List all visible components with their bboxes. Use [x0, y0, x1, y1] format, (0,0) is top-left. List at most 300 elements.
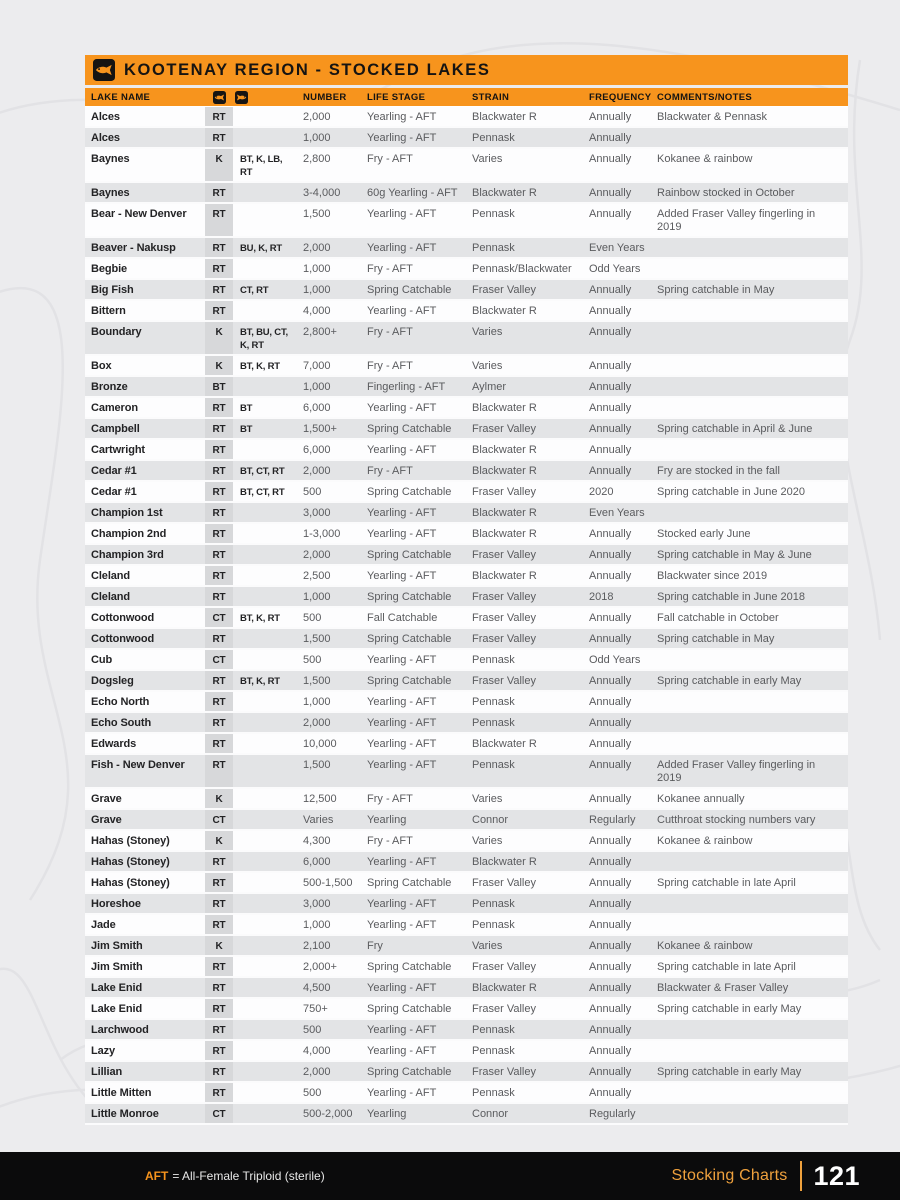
cell-other-species [233, 734, 297, 753]
cell-other-species [233, 1083, 297, 1102]
cell-comments: Spring catchable in early May [657, 1066, 802, 1078]
cell-lake-name: Cleland [91, 570, 131, 582]
cell-life-stage: Yearling - AFT [367, 654, 437, 666]
cell-other-species: BT, K, RT [240, 613, 280, 624]
cell-stocked-species: RT [205, 1041, 233, 1060]
cell-comments [653, 894, 848, 913]
cell-life-stage: Yearling - AFT [367, 898, 437, 910]
cell-number: 1,000 [303, 263, 331, 275]
cell-life-stage: Spring Catchable [367, 423, 452, 435]
cell-lake-name: Cartwright [91, 444, 146, 456]
cell-other-species: BT [240, 424, 253, 435]
cell-number: 500 [303, 612, 322, 624]
cell-life-stage: Yearling - AFT [367, 528, 437, 540]
column-header-number: NUMBER [303, 91, 347, 103]
cell-frequency: Annually [589, 940, 632, 952]
cell-stocked-species: CT [205, 1104, 233, 1123]
cell-comments: Spring catchable in late April [657, 961, 796, 973]
cell-lake-name: Echo South [91, 717, 152, 729]
cell-lake-name: Champion 1st [91, 507, 163, 519]
cell-other-species [233, 503, 297, 522]
cell-stocked-species: RT [205, 503, 233, 522]
cell-life-stage: Spring Catchable [367, 961, 452, 973]
cell-number: 1,000 [303, 696, 331, 708]
cell-other-species: BT, K, LB, RT [240, 154, 283, 178]
column-header-stocked-species [205, 91, 233, 104]
cell-lake-name: Cedar #1 [91, 486, 137, 498]
cell-stocked-species: RT [205, 419, 233, 438]
cell-other-species [233, 107, 297, 126]
table-row [85, 128, 848, 149]
table-row [85, 936, 848, 957]
cell-frequency: Annually [589, 208, 632, 220]
cell-frequency: Annually [589, 919, 632, 931]
cell-comments [653, 692, 848, 711]
cell-life-stage: Yearling - AFT [367, 305, 437, 317]
table-row [85, 377, 848, 398]
cell-other-species [233, 545, 297, 564]
cell-strain: Blackwater R [472, 528, 537, 540]
cell-frequency: Annually [589, 402, 632, 414]
cell-lake-name: Begbie [91, 263, 128, 275]
cell-lake-name: Lake Enid [91, 982, 143, 994]
cell-lake-name: Campbell [91, 423, 140, 435]
cell-frequency: Annually [589, 1045, 632, 1057]
cell-life-stage: Fry [367, 940, 383, 952]
cell-lake-name: Baynes [91, 187, 130, 199]
cell-comments: Kokanee & rainbow [657, 153, 753, 165]
cell-number: 6,000 [303, 856, 331, 868]
table-row [85, 149, 848, 183]
cell-other-species [233, 1020, 297, 1039]
column-header-lake-name: LAKE NAME [91, 91, 151, 103]
table-row [85, 419, 848, 440]
cell-strain: Pennask [472, 696, 515, 708]
cell-comments: Spring catchable in May & June [657, 549, 812, 561]
table-row [85, 301, 848, 322]
cell-stocked-species: RT [205, 440, 233, 459]
legend-note [0, 1169, 325, 1183]
cell-number: 2,000 [303, 717, 331, 729]
cell-strain: Blackwater R [472, 507, 537, 519]
cell-strain: Blackwater R [472, 856, 537, 868]
cell-stocked-species: RT [205, 713, 233, 732]
cell-strain: Pennask [472, 717, 515, 729]
cell-strain: Varies [472, 793, 503, 805]
cell-stocked-species: RT [205, 259, 233, 278]
cell-comments: Spring catchable in June 2020 [657, 486, 805, 498]
cell-stocked-species: RT [205, 183, 233, 202]
table-row [85, 831, 848, 852]
cell-strain: Varies [472, 153, 503, 165]
cell-lake-name: Baynes [91, 153, 130, 165]
cell-comments [653, 1041, 848, 1060]
cell-life-stage: Yearling - AFT [367, 1045, 437, 1057]
table-row [85, 545, 848, 566]
cell-stocked-species: RT [205, 852, 233, 871]
cell-comments [653, 440, 848, 459]
cell-frequency: Annually [589, 835, 632, 847]
table-row [85, 503, 848, 524]
cell-comments: Spring catchable in May [657, 633, 775, 645]
cell-life-stage: Yearling - AFT [367, 856, 437, 868]
cell-strain: Pennask/Blackwater [472, 263, 572, 275]
cell-life-stage: Fry - AFT [367, 835, 413, 847]
cell-number: 3-4,000 [303, 187, 341, 199]
cell-lake-name: Alces [91, 111, 120, 123]
section-header-bar [85, 55, 848, 85]
cell-life-stage: Yearling [367, 814, 407, 826]
cell-lake-name: Hahas (Stoney) [91, 856, 170, 868]
cell-comments [653, 322, 848, 354]
cell-comments: Kokanee & rainbow [657, 835, 753, 847]
cell-frequency: Annually [589, 284, 632, 296]
cell-stocked-species: RT [205, 461, 233, 480]
table-row [85, 608, 848, 629]
legend-term: AFT [145, 1169, 169, 1183]
cell-frequency: Annually [589, 381, 632, 393]
cell-comments [653, 1020, 848, 1039]
cell-comments: Spring catchable in early May [657, 1003, 802, 1015]
cell-stocked-species: RT [205, 1020, 233, 1039]
cell-stocked-species: RT [205, 107, 233, 126]
cell-frequency: Annually [589, 982, 632, 994]
cell-frequency: Annually [589, 675, 632, 687]
cell-life-stage: Yearling - AFT [367, 696, 437, 708]
cell-lake-name: Jade [91, 919, 116, 931]
cell-comments [653, 650, 848, 669]
cell-comments: Spring catchable in May [657, 284, 775, 296]
cell-number: 500 [303, 654, 322, 666]
cell-stocked-species: RT [205, 873, 233, 892]
cell-life-stage: Spring Catchable [367, 1003, 452, 1015]
table-column-header [85, 88, 848, 107]
cell-number: 6,000 [303, 444, 331, 456]
cell-frequency: Annually [589, 570, 632, 582]
cell-other-species [233, 831, 297, 850]
table-row [85, 671, 848, 692]
cell-comments: Added Fraser Valley fingerling in 2019 [657, 208, 816, 233]
cell-frequency: Annually [589, 549, 632, 561]
cell-comments [653, 301, 848, 320]
cell-strain: Connor [472, 814, 509, 826]
cell-comments [653, 503, 848, 522]
cell-lake-name: Cedar #1 [91, 465, 137, 477]
cell-other-species [233, 183, 297, 202]
cell-life-stage: Spring Catchable [367, 877, 452, 889]
cell-strain: Blackwater R [472, 465, 537, 477]
cell-comments: Blackwater since 2019 [657, 570, 768, 582]
cell-stocked-species: RT [205, 1062, 233, 1081]
cell-lake-name: Box [91, 360, 112, 372]
cell-number: 1,500 [303, 759, 331, 771]
cell-number: 4,000 [303, 1045, 331, 1057]
cell-number: 2,100 [303, 940, 331, 952]
cell-life-stage: Yearling - AFT [367, 444, 437, 456]
table-row [85, 755, 848, 789]
table-row [85, 789, 848, 810]
cell-comments [653, 734, 848, 753]
table-row [85, 322, 848, 356]
cell-strain: Varies [472, 940, 503, 952]
cell-strain: Pennask [472, 242, 515, 254]
cell-life-stage: Spring Catchable [367, 549, 452, 561]
cell-life-stage: Fry - AFT [367, 326, 413, 338]
cell-stocked-species: K [205, 356, 233, 375]
column-header-strain: STRAIN [472, 91, 510, 103]
cell-stocked-species: RT [205, 671, 233, 690]
cell-other-species: BT, CT, RT [240, 466, 285, 477]
table-row [85, 204, 848, 238]
cell-strain: Pennask [472, 1045, 515, 1057]
cell-lake-name: Hahas (Stoney) [91, 835, 170, 847]
cell-frequency: 2020 [589, 486, 614, 498]
table-row [85, 482, 848, 503]
cell-number: 2,000 [303, 465, 331, 477]
cell-other-species [233, 259, 297, 278]
table-row [85, 356, 848, 377]
cell-other-species [233, 204, 297, 236]
cell-stocked-species: RT [205, 629, 233, 648]
column-header-life-stage: LIFE STAGE [367, 91, 426, 103]
cell-strain: Blackwater R [472, 444, 537, 456]
cell-life-stage: Spring Catchable [367, 284, 452, 296]
cell-frequency: Annually [589, 717, 632, 729]
cell-life-stage: Yearling - AFT [367, 242, 437, 254]
cell-stocked-species: CT [205, 650, 233, 669]
cell-life-stage: Yearling - AFT [367, 111, 437, 123]
cell-lake-name: Grave [91, 814, 122, 826]
cell-comments [653, 852, 848, 871]
cell-lake-name: Lillian [91, 1066, 123, 1078]
cell-number: 1,500 [303, 208, 331, 220]
cell-stocked-species: RT [205, 1083, 233, 1102]
table-row [85, 713, 848, 734]
table-row [85, 1062, 848, 1083]
cell-number: 6,000 [303, 402, 331, 414]
cell-life-stage: Spring Catchable [367, 591, 452, 603]
cell-lake-name: Larchwood [91, 1024, 149, 1036]
cell-other-species: BT, BU, CT, K, RT [240, 327, 288, 351]
cell-number: 2,800 [303, 153, 331, 165]
cell-life-stage: Spring Catchable [367, 675, 452, 687]
cell-other-species [233, 978, 297, 997]
cell-stocked-species: RT [205, 398, 233, 417]
cell-life-stage: Yearling - AFT [367, 759, 437, 771]
cell-number: 2,000 [303, 1066, 331, 1078]
table-row [85, 692, 848, 713]
cell-frequency: Annually [589, 187, 632, 199]
cell-frequency: Annually [589, 528, 632, 540]
cell-strain: Fraser Valley [472, 675, 536, 687]
cell-strain: Varies [472, 360, 503, 372]
cell-frequency: Annually [589, 1066, 632, 1078]
cell-frequency: Annually [589, 444, 632, 456]
cell-lake-name: Echo North [91, 696, 150, 708]
cell-stocked-species: RT [205, 999, 233, 1018]
cell-strain: Blackwater R [472, 111, 537, 123]
cell-frequency: Annually [589, 423, 632, 435]
table-row [85, 238, 848, 259]
cell-strain: Blackwater R [472, 570, 537, 582]
cell-comments: Rainbow stocked in October [657, 187, 795, 199]
cell-lake-name: Horeshoe [91, 898, 141, 910]
cell-other-species [233, 999, 297, 1018]
cell-lake-name: Boundary [91, 326, 142, 338]
table-row [85, 999, 848, 1020]
cell-lake-name: Cottonwood [91, 612, 155, 624]
cell-strain: Pennask [472, 1087, 515, 1099]
cell-other-species [233, 852, 297, 871]
cell-other-species: BT, K, RT [240, 361, 280, 372]
table-row [85, 650, 848, 671]
stocking-chart-page [85, 55, 848, 1125]
cell-number: 4,500 [303, 982, 331, 994]
table-row [85, 107, 848, 128]
cell-strain: Fraser Valley [472, 1003, 536, 1015]
cell-frequency: Annually [589, 856, 632, 868]
cell-stocked-species: BT [205, 377, 233, 396]
cell-other-species: CT, RT [240, 285, 269, 296]
table-row [85, 915, 848, 936]
cell-stocked-species: K [205, 789, 233, 808]
table-row [85, 524, 848, 545]
table-row [85, 1104, 848, 1125]
cell-life-stage: Yearling - AFT [367, 919, 437, 931]
cell-lake-name: Lazy [91, 1045, 116, 1057]
cell-number: 2,000+ [303, 961, 337, 973]
cell-strain: Fraser Valley [472, 961, 536, 973]
table-row [85, 259, 848, 280]
fish-icon [213, 91, 226, 104]
cell-other-species [233, 810, 297, 829]
cell-number: 1-3,000 [303, 528, 341, 540]
cell-lake-name: Hahas (Stoney) [91, 877, 170, 889]
table-row [85, 852, 848, 873]
cell-lake-name: Edwards [91, 738, 137, 750]
cell-life-stage: Yearling - AFT [367, 982, 437, 994]
cell-comments: Blackwater & Pennask [657, 111, 768, 123]
cell-strain: Fraser Valley [472, 612, 536, 624]
cell-stocked-species: K [205, 831, 233, 850]
cell-frequency: Annually [589, 961, 632, 973]
cell-life-stage: Yearling - AFT [367, 570, 437, 582]
cell-other-species [233, 128, 297, 147]
table-row [85, 978, 848, 999]
cell-life-stage: Yearling - AFT [367, 1024, 437, 1036]
cell-other-species [233, 650, 297, 669]
cell-comments [653, 1083, 848, 1102]
cell-other-species [233, 957, 297, 976]
cell-stocked-species: RT [205, 978, 233, 997]
cell-stocked-species: RT [205, 128, 233, 147]
cell-frequency: Annually [589, 132, 632, 144]
cell-stocked-species: K [205, 149, 233, 181]
cell-number: 500-2,000 [303, 1108, 353, 1120]
table-row [85, 587, 848, 608]
cell-stocked-species: RT [205, 204, 233, 236]
cell-comments: Spring catchable in early May [657, 675, 802, 687]
cell-life-stage: Fingerling - AFT [367, 381, 446, 393]
cell-other-species [233, 566, 297, 585]
cell-other-species [233, 894, 297, 913]
cell-stocked-species: RT [205, 482, 233, 501]
cell-number: 500 [303, 1024, 322, 1036]
table-row [85, 566, 848, 587]
cell-other-species [233, 755, 297, 787]
cell-number: 500 [303, 486, 322, 498]
cell-life-stage: Yearling - AFT [367, 208, 437, 220]
cell-comments [653, 377, 848, 396]
cell-lake-name: Beaver - Nakusp [91, 242, 176, 254]
cell-life-stage: Spring Catchable [367, 486, 452, 498]
cell-number: 750+ [303, 1003, 328, 1015]
cell-lake-name: Alces [91, 132, 120, 144]
cell-frequency: Annually [589, 153, 632, 165]
cell-number: 1,500 [303, 675, 331, 687]
cell-lake-name: Cleland [91, 591, 131, 603]
cell-strain: Fraser Valley [472, 633, 536, 645]
cell-other-species: BT [240, 403, 253, 414]
cell-stocked-species: RT [205, 734, 233, 753]
cell-lake-name: Cottonwood [91, 633, 155, 645]
table-row [85, 873, 848, 894]
cell-lake-name: Bittern [91, 305, 126, 317]
cell-strain: Pennask [472, 759, 515, 771]
cell-frequency: Annually [589, 793, 632, 805]
cell-lake-name: Little Mitten [91, 1087, 152, 1099]
cell-stocked-species: RT [205, 524, 233, 543]
page-info [672, 1161, 900, 1192]
cell-lake-name: Bear - New Denver [91, 208, 187, 220]
cell-frequency: Annually [589, 465, 632, 477]
cell-frequency: Annually [589, 759, 632, 771]
cell-strain: Fraser Valley [472, 423, 536, 435]
cell-strain: Fraser Valley [472, 549, 536, 561]
cell-comments [653, 713, 848, 732]
table-row [85, 894, 848, 915]
cell-frequency: Annually [589, 633, 632, 645]
cell-other-species: BU, K, RT [240, 243, 283, 254]
table-row [85, 440, 848, 461]
cell-number: 1,500+ [303, 423, 337, 435]
table-row [85, 1020, 848, 1041]
cell-life-stage: Fry - AFT [367, 360, 413, 372]
cell-strain: Pennask [472, 919, 515, 931]
cell-life-stage: Fry - AFT [367, 793, 413, 805]
cell-other-species [233, 713, 297, 732]
cell-strain: Blackwater R [472, 738, 537, 750]
cell-comments: Spring catchable in June 2018 [657, 591, 805, 603]
cell-stocked-species: RT [205, 566, 233, 585]
cell-strain: Fraser Valley [472, 591, 536, 603]
cell-comments: Blackwater & Fraser Valley [657, 982, 789, 994]
cell-life-stage: Yearling - AFT [367, 132, 437, 144]
cell-strain: Fraser Valley [472, 1066, 536, 1078]
section-title: KOOTENAY REGION - STOCKED LAKES [124, 60, 491, 79]
cell-comments: Kokanee annually [657, 793, 745, 805]
cell-number: 2,800+ [303, 326, 337, 338]
cell-stocked-species: CT [205, 608, 233, 627]
cell-life-stage: Yearling - AFT [367, 1087, 437, 1099]
cell-frequency: Annually [589, 877, 632, 889]
cell-other-species [233, 587, 297, 606]
cell-stocked-species: RT [205, 957, 233, 976]
cell-number: 1,000 [303, 132, 331, 144]
cell-comments: Spring catchable in April & June [657, 423, 813, 435]
cell-other-species [233, 936, 297, 955]
cell-comments [653, 128, 848, 147]
